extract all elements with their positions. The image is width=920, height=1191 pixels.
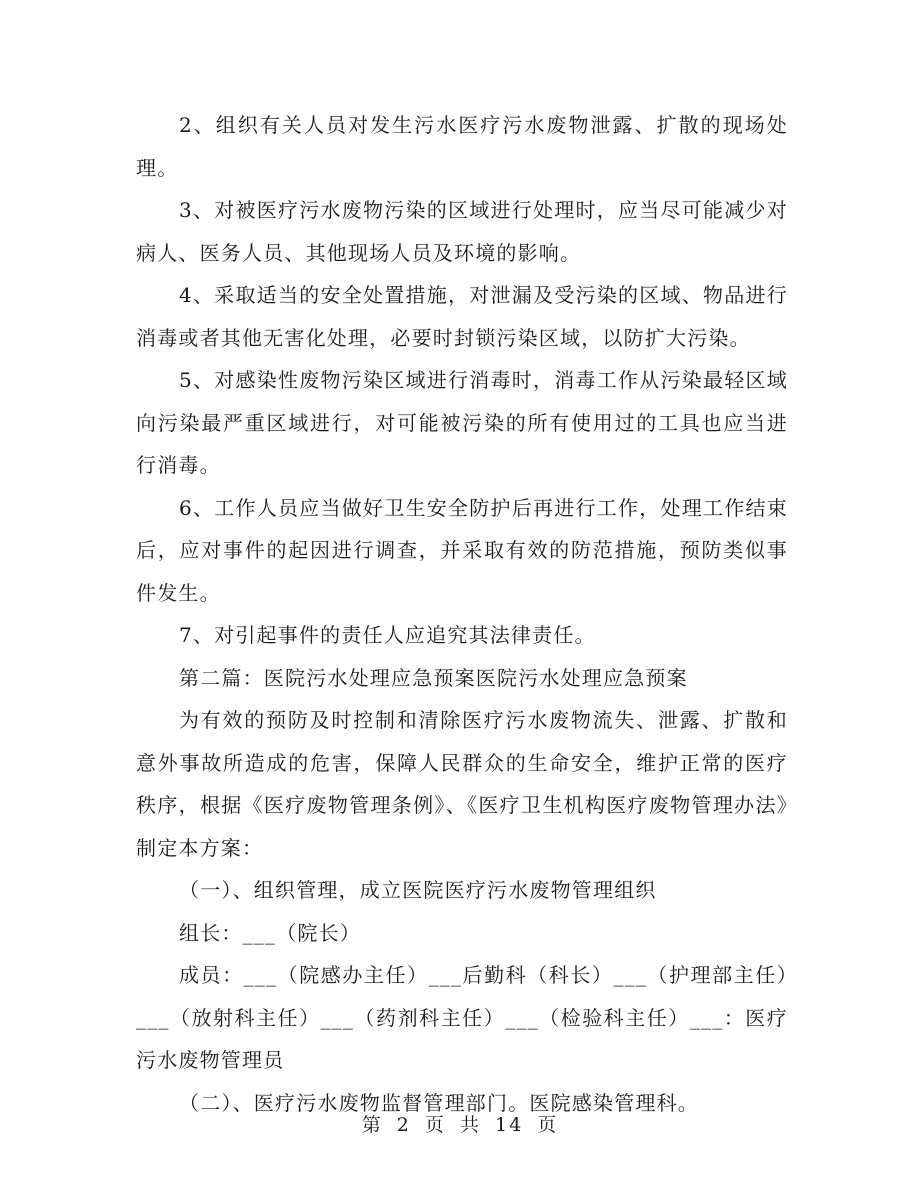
footer-label-total: 共 [459, 1114, 481, 1136]
footer-current-page: 2 [396, 1114, 411, 1136]
page-footer [0, 1110, 920, 1137]
footer-label-unit: 页 [424, 1114, 446, 1136]
subsection-organization: （一）、组织管理，成立医院医疗污水废物管理组织 [179, 878, 657, 902]
subsection-supervision: （二）、医疗污水废物监督管理部门。医院感染管理科。 [179, 1090, 699, 1115]
team-members: 成员：___（院感办主任）___后勤科（科长）___（护理部主任）___（放射科主任）___（药剂科主任）___（检验科主任）___：医疗污水废物管理员 [136, 963, 788, 1072]
section-heading: 第二篇：医院污水处理应急预案医院污水处理应急预案 [179, 665, 688, 690]
paragraph-item-4: 4、采取适当的安全处置措施，对泄漏及受污染的区域、物品进行消毒或者其他无害化处理，必要时封锁污染区域，以防扩大污染。 [136, 283, 788, 350]
paragraph-item-3: 3、对被医疗污水废物污染的区域进行处理时，应当尽可能减少对病人、医务人员、其他现场人员及环境的影响。 [136, 198, 788, 265]
paragraph-item-7: 7、对引起事件的责任人应追究其法律责任。 [179, 623, 596, 647]
footer-total-pages: 14 [495, 1114, 524, 1136]
paragraph-item-2: 2、组织有关人员对发生污水医疗污水废物泄露、扩散的现场处理。 [136, 113, 788, 180]
footer-label-unit2: 页 [537, 1114, 559, 1136]
paragraph-item-5: 5、对感染性废物污染区域进行消毒时，消毒工作从污染最轻区域向污染最严重区域进行，对可能被污染的所有使用过的工具也应当进行消毒。 [136, 368, 788, 477]
footer-label-page: 第 [361, 1114, 383, 1136]
document-body [136, 104, 788, 1124]
intro-paragraph: 为有效的预防及时控制和清除医疗污水废物流失、泄露、扩散和意外事故所造成的危害，保障人民群众的生命安全，维护正常的医疗秩序，根据《医疗废物管理条例》、《医疗卫生机构医疗废物管理办法》制定本方案： [136, 708, 788, 860]
team-leader: 组长：___（院长） [179, 920, 361, 945]
paragraph-item-6: 6、工作人员应当做好卫生安全防护后再进行工作，处理工作结束后，应对事件的起因进行调查，并采取有效的防范措施，预防类似事件发生。 [136, 495, 788, 605]
